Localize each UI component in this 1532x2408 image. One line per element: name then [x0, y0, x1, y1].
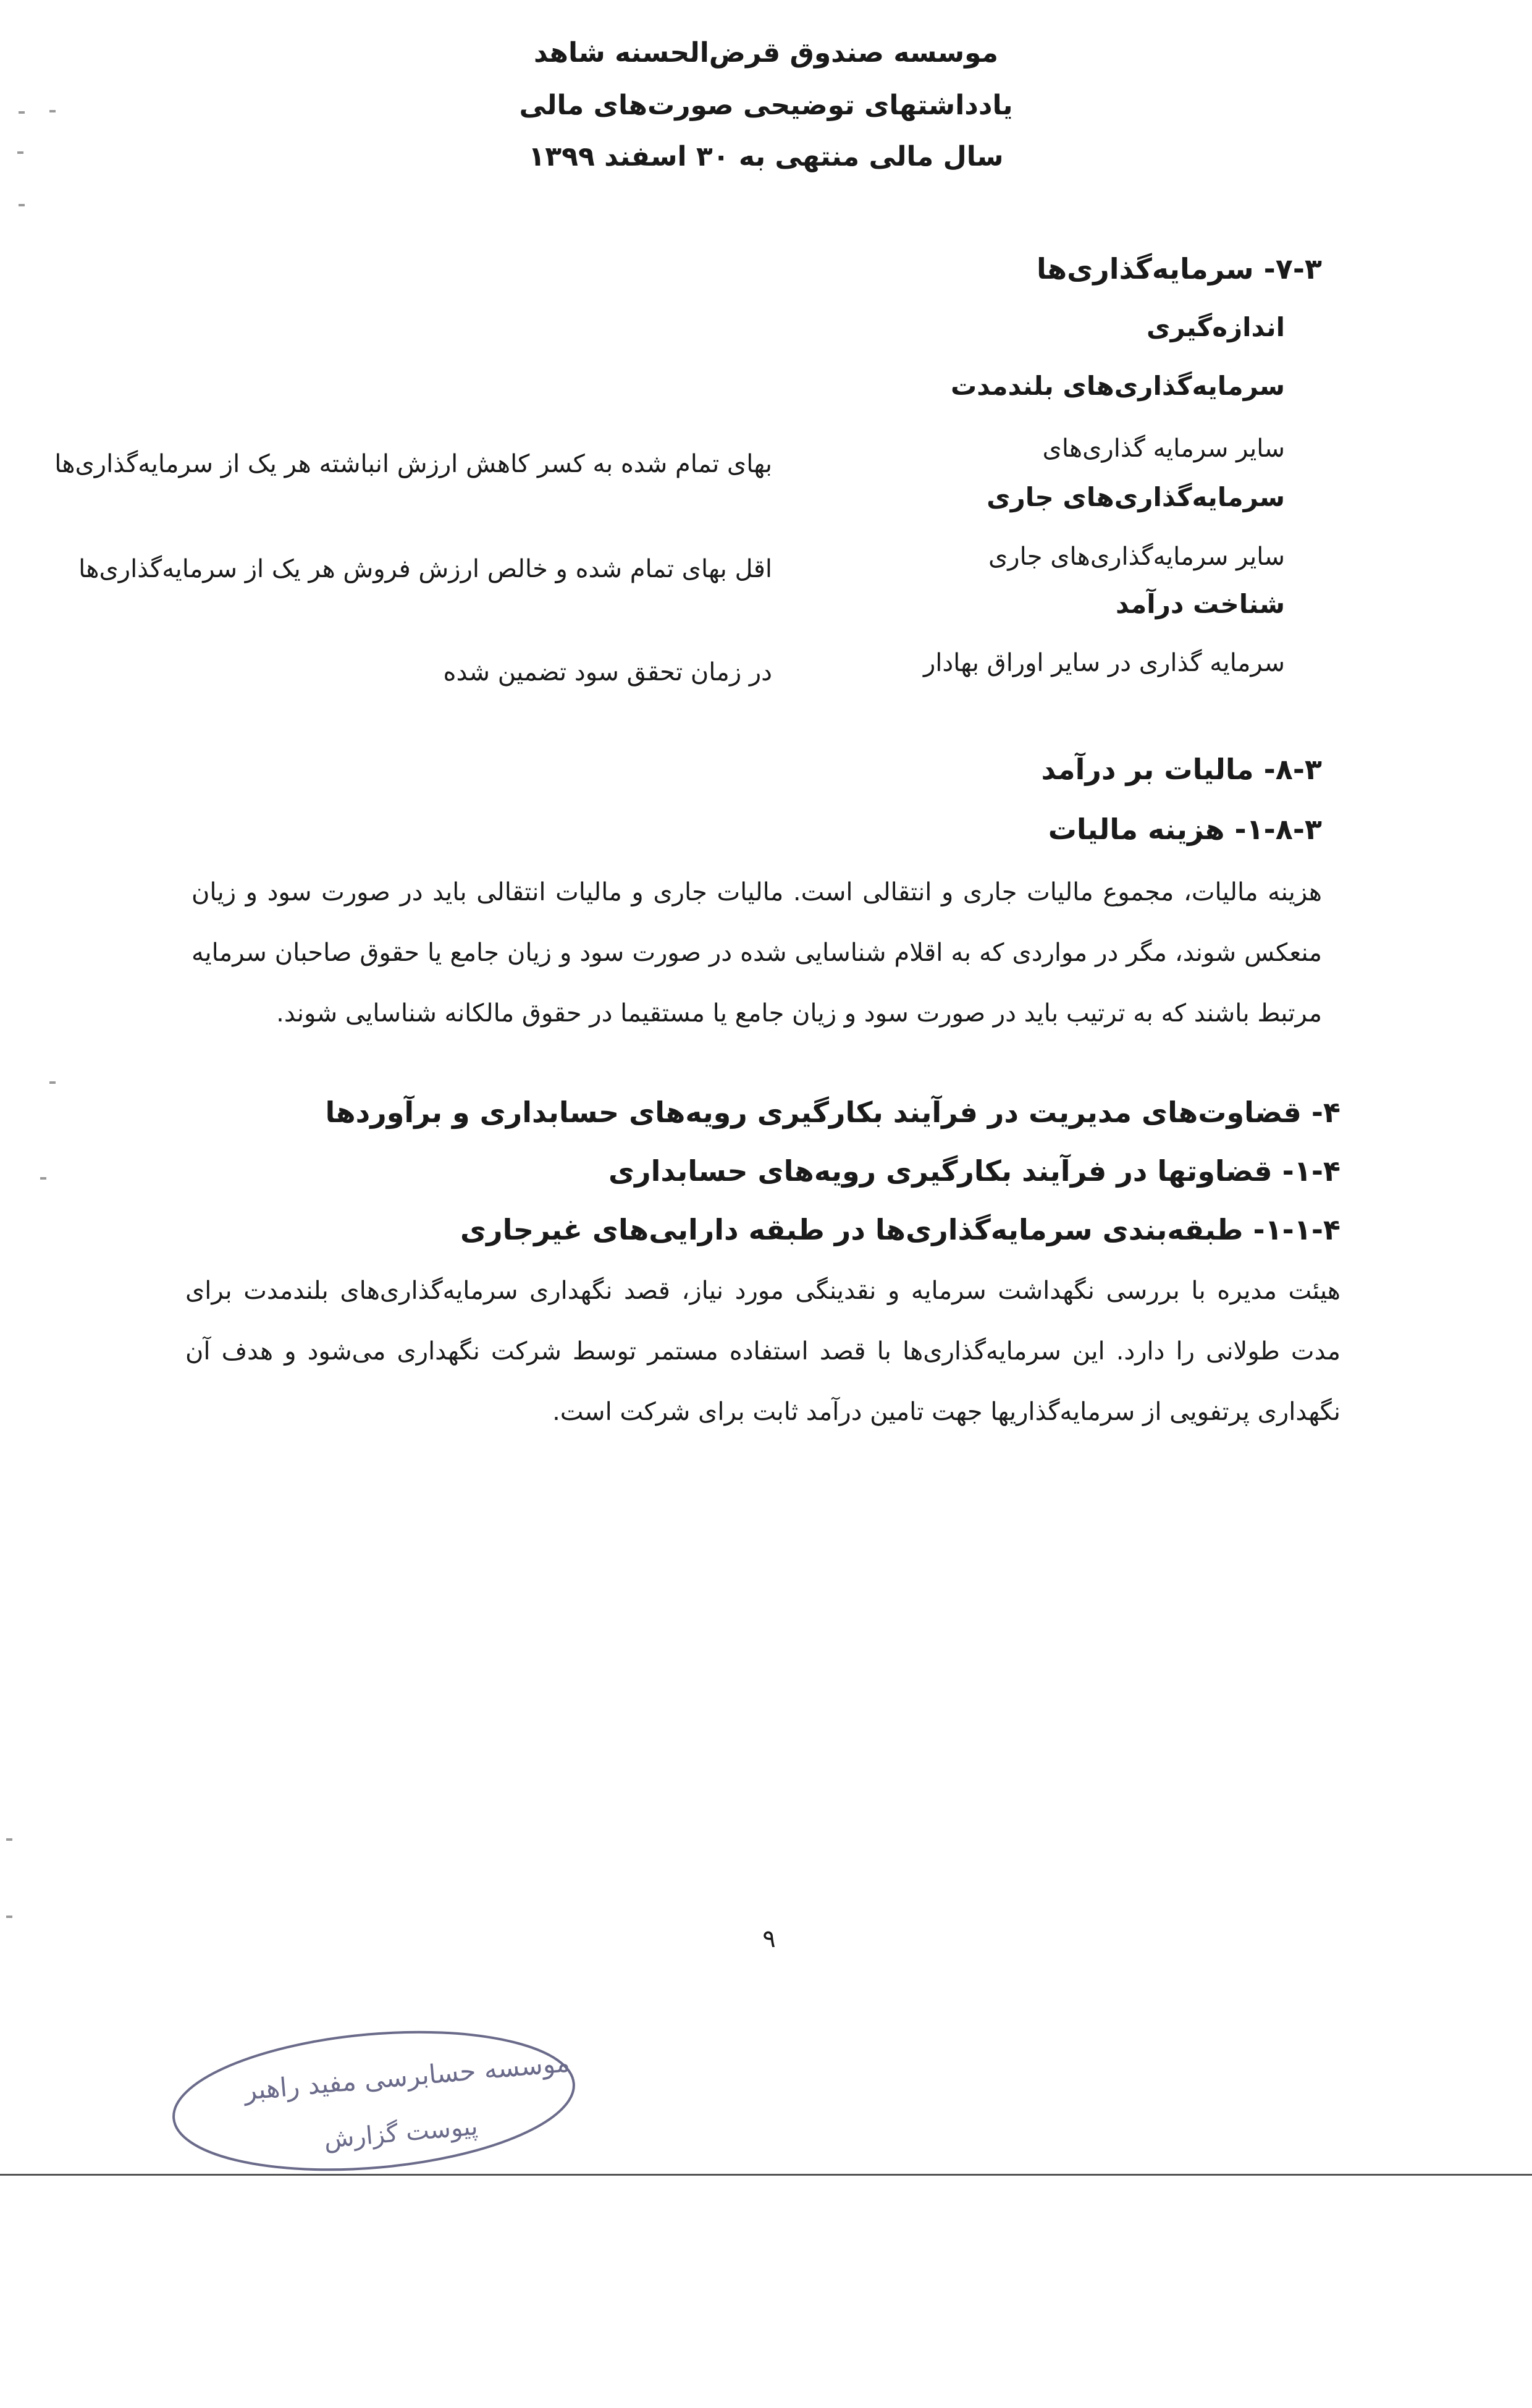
- svg-text:موسسه حسابرسی مفید راهبر: موسسه حسابرسی مفید راهبر: [243, 2047, 571, 2106]
- page-bottom-rule: [0, 2174, 1532, 2176]
- section-3-8-heading: ۸-۳- مالیات بر درآمد: [1041, 753, 1322, 786]
- securities-investment-label: سرمایه گذاری در سایر اوراق بهادار: [923, 649, 1285, 677]
- long-term-investments-heading: سرمایه‌گذاری‌های بلندمدت: [951, 371, 1285, 401]
- scan-speck: [49, 110, 56, 112]
- section-4-heading: ۴- قضاوت‌های مدیریت در فرآیند بکارگیری رویه‌های حسابداری و برآوردها: [325, 1096, 1340, 1129]
- other-investments-desc: بهای تمام شده به کسر کاهش ارزش انباشته هر یک از سرمایه‌گذاری‌ها: [54, 450, 772, 478]
- scan-speck: [17, 151, 23, 154]
- auditor-stamp: [167, 2027, 581, 2175]
- svg-text:پیوست گزارش: پیوست گزارش: [322, 2112, 479, 2154]
- measurement-heading: اندازه‌گیری: [1147, 312, 1285, 342]
- scan-speck: [6, 1838, 12, 1841]
- revenue-recognition-heading: شناخت درآمد: [1116, 589, 1285, 619]
- section-3-7-heading: ۷-۳- سرمایه‌گذاری‌ها: [1036, 252, 1322, 285]
- securities-investment-desc: در زمان تحقق سود تضمین شده: [443, 658, 772, 686]
- other-current-investments-label: سایر سرمایه‌گذاری‌های جاری: [988, 543, 1285, 571]
- scan-speck: [49, 1081, 56, 1084]
- scan-speck: [19, 111, 25, 114]
- scan-speck: [19, 204, 25, 206]
- page-number: ۹: [762, 1925, 776, 1953]
- current-investments-heading: سرمایه‌گذاری‌های جاری: [987, 482, 1285, 512]
- tax-expense-paragraph: هزینه مالیات، مجموع مالیات جاری و انتقالی است. مالیات جاری و مالیات انتقالی باید در صورت سود و زیان منعکس شوند، مگر در مواردی که به اقلام شناسایی شده در صورت سود و زیان جامع یا حقوق صاحبان سرمایه مرتبط باشند که به ترتیب باید در صورت سود و زیان جامع یا مستقیما در حقوق مالکانه شناسایی شوند.: [192, 878, 1322, 1028]
- other-investments-label: سایر سرمایه گذاری‌های: [1042, 434, 1285, 463]
- section-4-1-1-heading: ۱-۱-۴- طبقه‌بندی سرمایه‌گذاری‌ها در طبقه دارایی‌های غیرجاری: [460, 1213, 1340, 1246]
- document-header-line-1: موسسه صندوق قرض‌الحسنه شاهد: [534, 37, 998, 69]
- investment-classification-paragraph: هیئت مدیره با بررسی نگهداشت سرمایه و نقدینگی مورد نیاز، قصد نگهداری سرمایه‌گذاری‌های بلندمدت برای مدت طولانی را دارد. این سرمایه‌گذاری‌ها با قصد استفاده مستمر توسط شرکت نگهداری می‌شود و هدف آن نگهداری پرتفویی از سرمایه‌گذاریها جهت تامین درآمد ثابت برای شرکت است.: [185, 1277, 1340, 1426]
- section-4-1-heading: ۱-۴- قضاوتها در فرآیند بکارگیری رویه‌های حسابداری: [608, 1154, 1340, 1188]
- section-3-8-1-heading: ۱-۸-۳- هزینه مالیات: [1048, 813, 1322, 846]
- document-header-line-2: یادداشتهای توضیحی صورت‌های مالی: [519, 90, 1013, 121]
- document-header-line-3: سال مالی منتهی به ۳۰ اسفند ۱۳۹۹: [528, 141, 1004, 172]
- scan-speck: [6, 1916, 12, 1918]
- scan-speck: [40, 1177, 46, 1180]
- other-current-investments-desc: اقل بهای تمام شده و خالص ارزش فروش هر یک از سرمایه‌گذاری‌ها: [78, 555, 772, 583]
